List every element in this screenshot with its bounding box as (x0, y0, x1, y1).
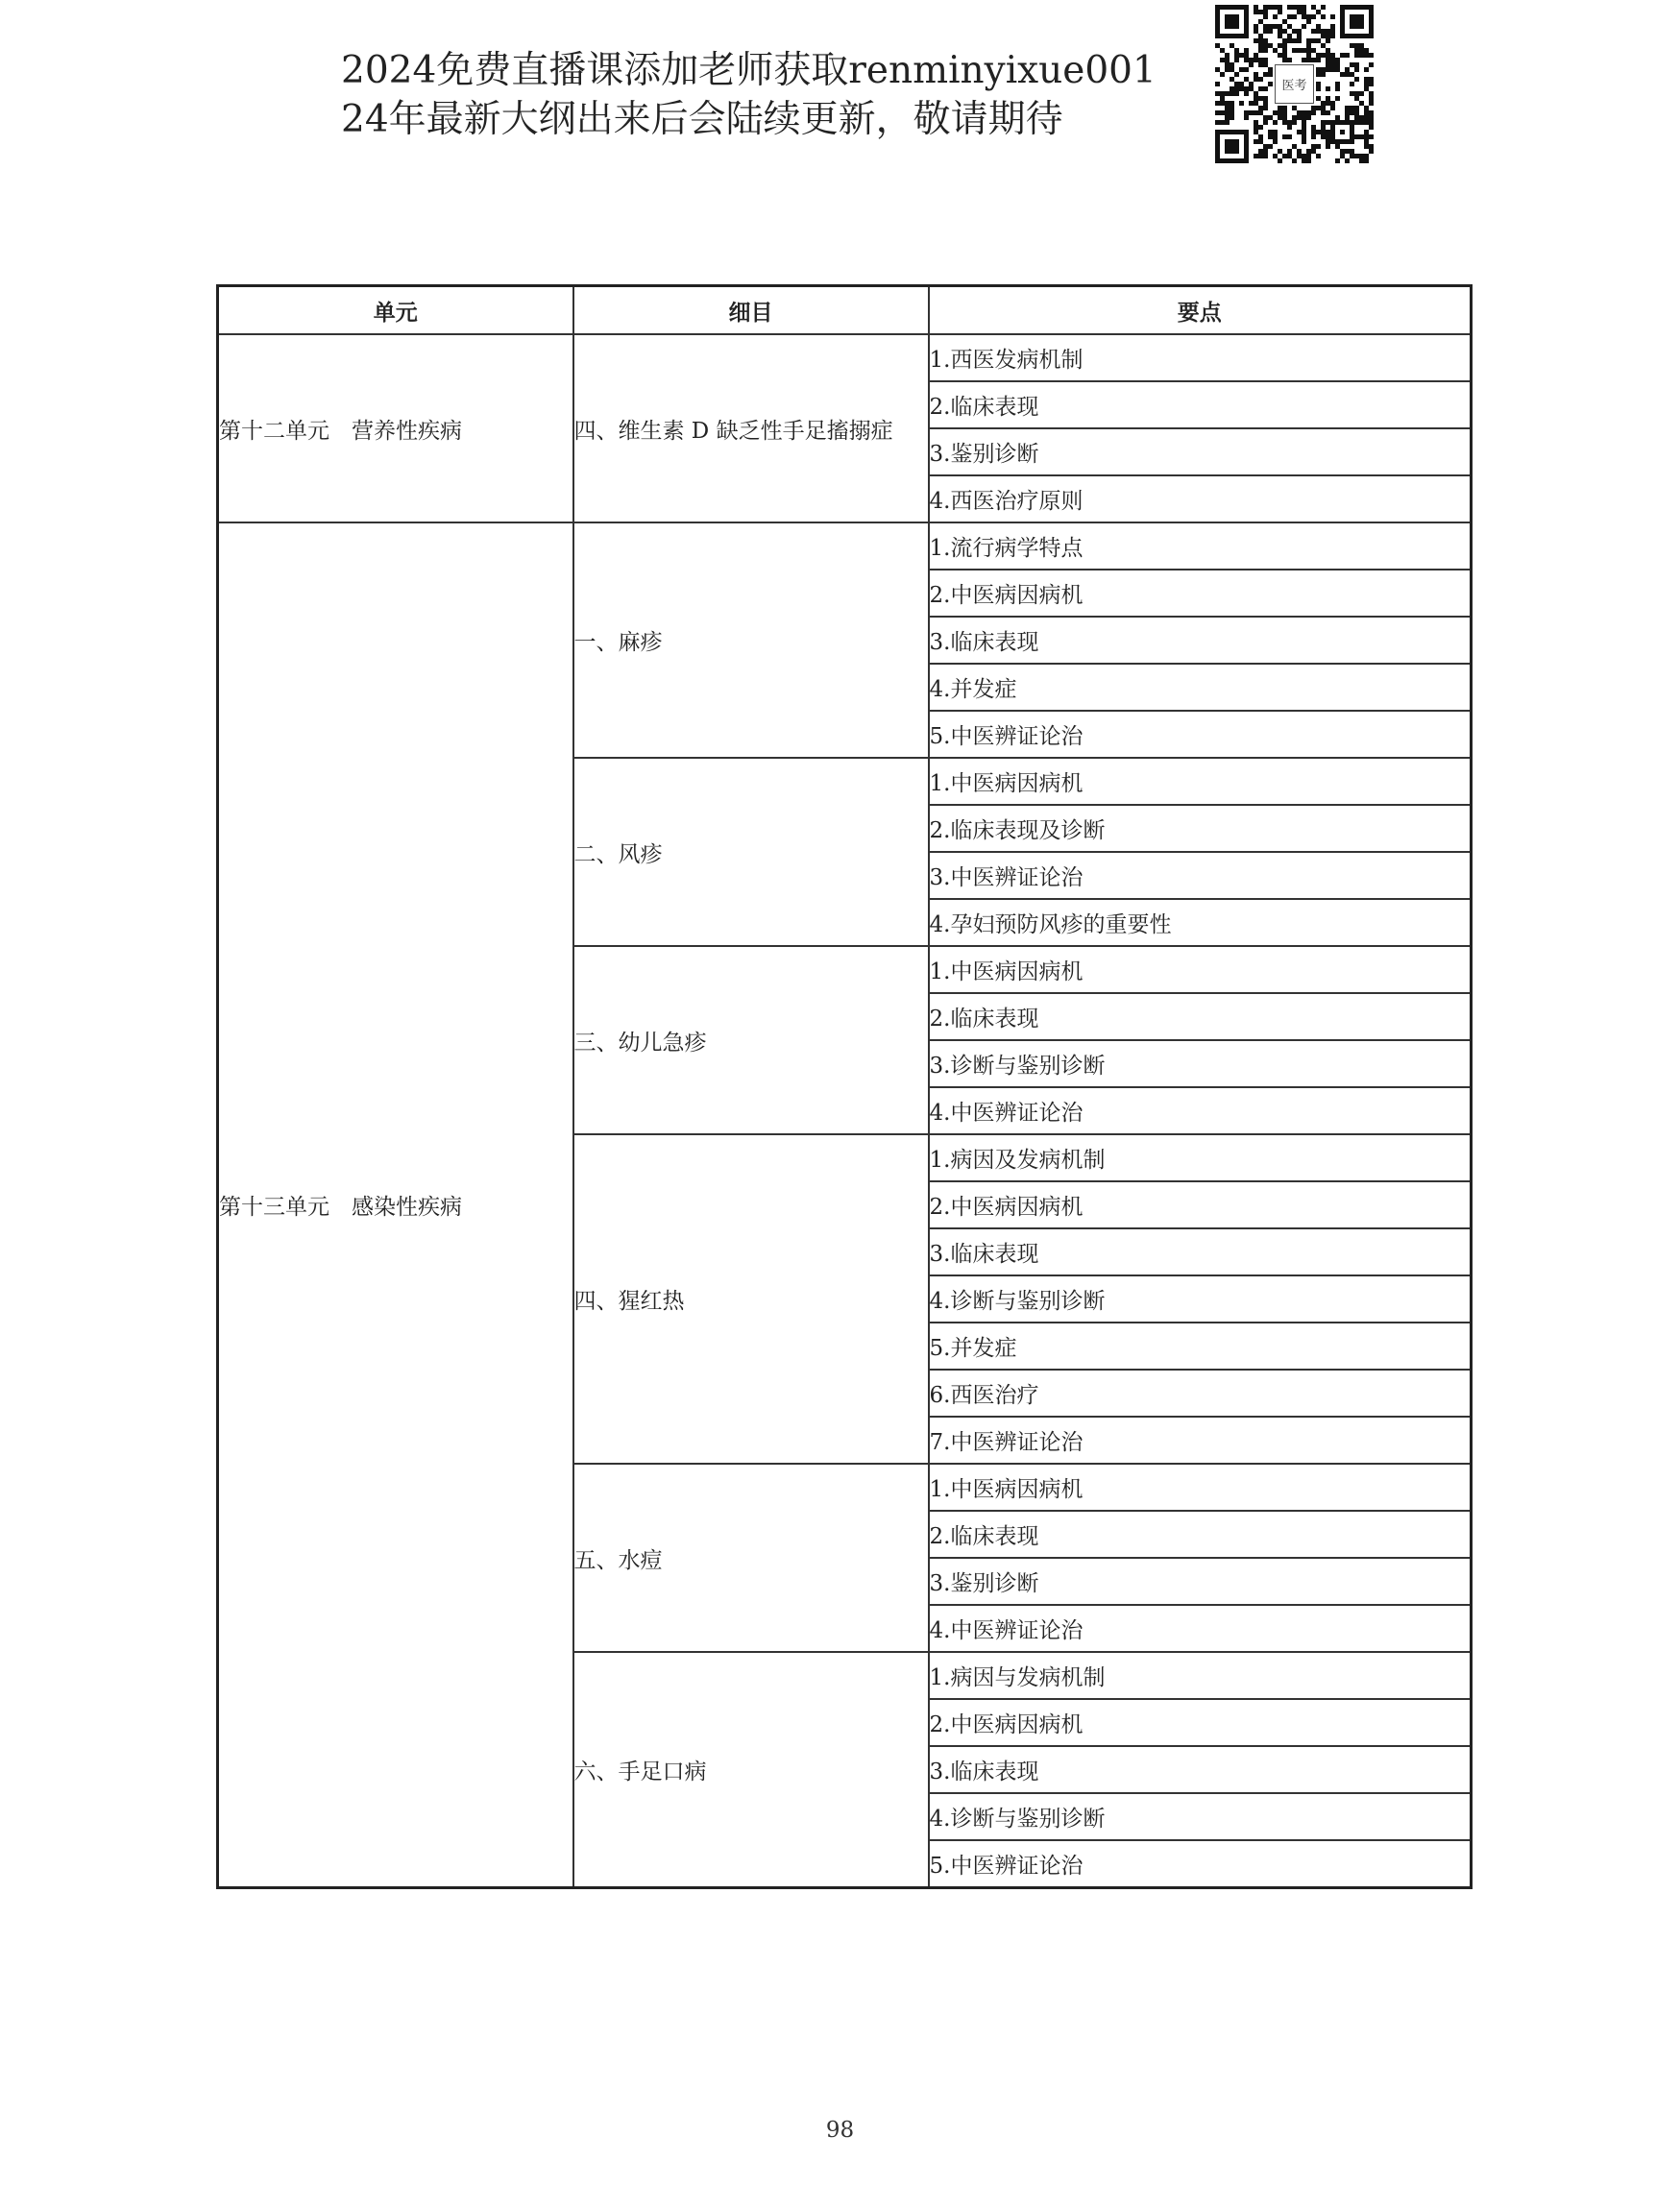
unit-cell: 第十三单元 感染性疾病 (218, 522, 573, 1888)
point-cell: 2.中医病因病机 (929, 1699, 1472, 1746)
point-cell: 1.病因及发病机制 (929, 1134, 1472, 1181)
point-cell: 7.中医辨证论治 (929, 1417, 1472, 1464)
header-unit: 单元 (218, 286, 573, 335)
syllabus-table (216, 284, 1473, 1889)
point-cell: 2.临床表现及诊断 (929, 805, 1472, 852)
point-cell: 1.中医病因病机 (929, 946, 1472, 993)
topic-cell: 二、风疹 (573, 758, 929, 946)
point-cell: 2.临床表现 (929, 993, 1472, 1040)
promo-line-2: 24年最新大纲出来后会陆续更新，敬请期待 (341, 98, 1063, 141)
point-cell: 3.鉴别诊断 (929, 1558, 1472, 1605)
topic-cell: 六、手足口病 (573, 1652, 929, 1888)
point-cell: 6.西医治疗 (929, 1370, 1472, 1417)
point-cell: 3.鉴别诊断 (929, 428, 1472, 475)
point-cell: 5.中医辨证论治 (929, 711, 1472, 758)
table-row (218, 334, 1472, 381)
header-item: 细目 (573, 286, 929, 335)
point-cell: 2.临床表现 (929, 381, 1472, 428)
point-cell: 4.西医治疗原则 (929, 475, 1472, 522)
point-cell: 3.诊断与鉴别诊断 (929, 1040, 1472, 1087)
qr-code[interactable] (1215, 5, 1374, 163)
page-number: 98 (825, 2118, 855, 2143)
point-cell: 4.并发症 (929, 664, 1472, 711)
point-cell: 4.诊断与鉴别诊断 (929, 1275, 1472, 1323)
header-points: 要点 (929, 286, 1472, 335)
syllabus-body (218, 334, 1472, 1888)
promo-line-1: 2024免费直播课添加老师获取renminyixue001 (341, 49, 1157, 92)
promo-banner (341, 46, 1157, 144)
point-cell: 3.临床表现 (929, 617, 1472, 664)
point-cell: 2.临床表现 (929, 1511, 1472, 1558)
point-cell: 5.并发症 (929, 1323, 1472, 1370)
point-cell: 3.临床表现 (929, 1746, 1472, 1793)
point-cell: 2.中医病因病机 (929, 570, 1472, 617)
unit-cell: 第十二单元 营养性疾病 (218, 334, 573, 522)
point-cell: 1.中医病因病机 (929, 1464, 1472, 1511)
qr-center-logo: 医考 (1281, 79, 1307, 93)
point-cell: 4.中医辨证论治 (929, 1605, 1472, 1652)
topic-cell: 四、维生素 D 缺乏性手足搐搦症 (573, 334, 929, 522)
point-cell: 5.中医辨证论治 (929, 1840, 1472, 1888)
point-cell: 2.中医病因病机 (929, 1181, 1472, 1228)
topic-cell: 四、猩红热 (573, 1134, 929, 1464)
point-cell: 3.中医辨证论治 (929, 852, 1472, 899)
point-cell: 1.西医发病机制 (929, 334, 1472, 381)
topic-cell: 三、幼儿急疹 (573, 946, 929, 1134)
point-cell: 3.临床表现 (929, 1228, 1472, 1275)
point-cell: 4.孕妇预防风疹的重要性 (929, 899, 1472, 946)
table-row (218, 522, 1472, 570)
point-cell: 1.中医病因病机 (929, 758, 1472, 805)
point-cell: 1.流行病学特点 (929, 522, 1472, 570)
point-cell: 4.中医辨证论治 (929, 1087, 1472, 1134)
point-cell: 1.病因与发病机制 (929, 1652, 1472, 1699)
topic-cell: 一、麻疹 (573, 522, 929, 758)
table-header-row (218, 286, 1472, 335)
point-cell: 4.诊断与鉴别诊断 (929, 1793, 1472, 1840)
topic-cell: 五、水痘 (573, 1464, 929, 1652)
